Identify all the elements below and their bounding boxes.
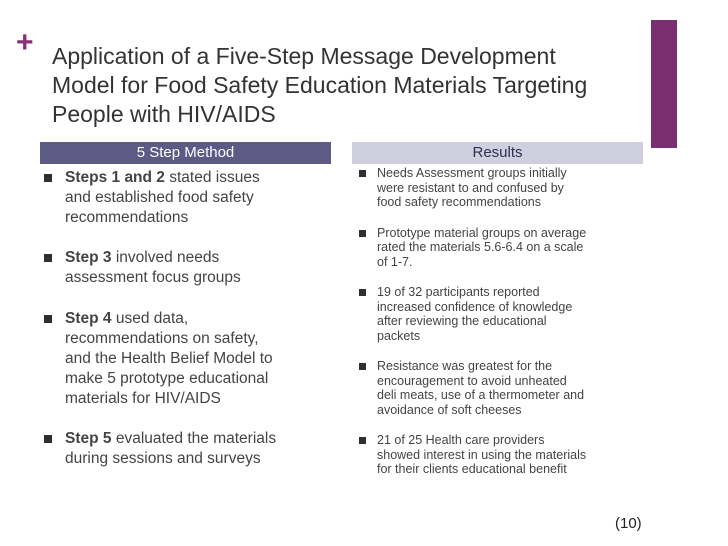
step-text: during sessions and surveys bbox=[65, 450, 261, 467]
step-label: Step 3 bbox=[65, 249, 112, 266]
results-column-header: Results bbox=[352, 142, 643, 164]
result-text: after reviewing the educational bbox=[377, 314, 547, 328]
method-item bbox=[40, 248, 330, 288]
result-text: Resistance was greatest for the bbox=[377, 359, 553, 373]
slide-title bbox=[52, 42, 642, 129]
step-text: recommendations on safety, bbox=[65, 330, 259, 347]
step-text: stated issues bbox=[164, 169, 260, 186]
result-item bbox=[356, 433, 646, 477]
title-line: Model for Food Safety Education Materials Targeting bbox=[52, 72, 588, 98]
square-bullet-icon bbox=[44, 254, 52, 262]
result-text: deli meats, use of a thermometer and bbox=[377, 388, 585, 402]
result-text: rated the materials 5.6-6.4 on a scale bbox=[377, 240, 584, 254]
method-item bbox=[40, 168, 330, 228]
step-text: and the Health Belief Model to bbox=[65, 350, 273, 367]
result-text: were resistant to and confused by bbox=[377, 180, 564, 195]
step-text: evaluated the materials bbox=[111, 430, 277, 447]
square-bullet-icon bbox=[359, 230, 366, 237]
step-label: Step 4 bbox=[65, 310, 112, 327]
square-bullet-icon bbox=[359, 289, 366, 296]
square-bullet-icon bbox=[44, 435, 52, 443]
square-bullet-icon bbox=[44, 174, 52, 182]
result-text: packets bbox=[377, 328, 421, 343]
step-label: Steps 1 and 2 bbox=[65, 169, 165, 186]
result-text: encouragement to avoid unheated bbox=[377, 373, 567, 388]
step-text: and established food safety bbox=[65, 189, 254, 206]
title-line: Application of a Five-Step Message Development bbox=[52, 43, 556, 69]
result-text: showed interest in using the materials bbox=[377, 447, 587, 462]
results-list bbox=[356, 166, 646, 477]
square-bullet-icon bbox=[44, 315, 52, 323]
plus-icon: + bbox=[16, 26, 34, 59]
result-text: increased confidence of knowledge bbox=[377, 299, 573, 314]
result-item bbox=[356, 166, 646, 210]
result-text: of 1-7. bbox=[377, 254, 413, 269]
accent-bar bbox=[651, 20, 677, 148]
page-number: (10) bbox=[615, 515, 642, 532]
method-item bbox=[40, 429, 330, 469]
title-line: People with HIV/AIDS bbox=[52, 101, 276, 127]
method-column-header: 5 Step Method bbox=[40, 142, 331, 164]
step-text: materials for HIV/AIDS bbox=[65, 390, 221, 407]
result-item bbox=[356, 359, 646, 417]
result-text: Prototype material groups on average bbox=[377, 225, 587, 240]
step-text: involved needs bbox=[111, 249, 220, 266]
result-item bbox=[356, 285, 646, 343]
result-text: 19 of 32 participants reported bbox=[377, 285, 540, 299]
result-text: food safety recommendations bbox=[377, 195, 541, 209]
result-text: Needs Assessment groups initially bbox=[377, 166, 567, 180]
step-label: Step 5 bbox=[65, 430, 112, 447]
step-text: make 5 prototype educational bbox=[65, 370, 269, 387]
square-bullet-icon bbox=[359, 363, 366, 370]
result-text: 21 of 25 Health care providers bbox=[377, 433, 545, 447]
result-text: avoidance of soft cheeses bbox=[377, 402, 522, 417]
method-item bbox=[40, 309, 330, 409]
step-text: used data, bbox=[111, 310, 189, 327]
result-text: for their clients educational benefit bbox=[377, 462, 567, 476]
method-list bbox=[40, 168, 330, 469]
step-text: recommendations bbox=[65, 209, 189, 226]
result-item bbox=[356, 226, 646, 270]
square-bullet-icon bbox=[359, 170, 366, 177]
step-text: assessment focus groups bbox=[65, 269, 241, 286]
square-bullet-icon bbox=[359, 437, 366, 444]
